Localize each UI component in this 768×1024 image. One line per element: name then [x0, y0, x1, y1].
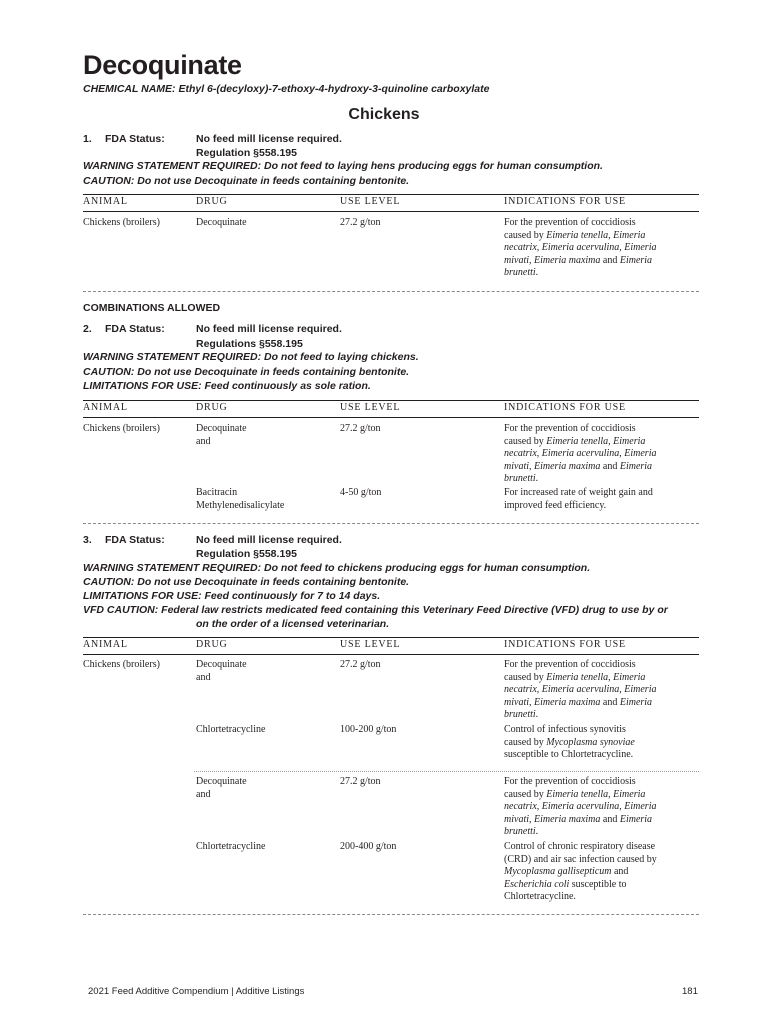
row-divider	[194, 771, 699, 772]
animal-cell: Chickens (broilers)	[83, 659, 160, 670]
use-level-cell: 27.2 g/ton	[340, 776, 381, 787]
section-divider	[83, 523, 699, 524]
section-number: 1.	[83, 133, 92, 145]
indication-line: necatrix, Eimeria acervulina, Eimeria	[504, 684, 657, 696]
header-indications: INDICATIONS FOR USE	[504, 639, 626, 650]
regulation: Regulation §558.195	[196, 548, 297, 560]
header-animal: ANIMAL	[83, 639, 128, 650]
indication-line: mivati, Eimeria maxima and Eimeria	[504, 696, 653, 708]
indication-line: necatrix, Eimeria acervulina, Eimeria	[504, 801, 657, 813]
use-level-cell: 4-50 g/ton	[340, 487, 382, 498]
table-header-rule	[83, 211, 699, 212]
indication-line: Mycoplasma gallisepticum and	[504, 866, 629, 878]
combinations-heading: COMBINATIONS ALLOWED	[83, 302, 221, 314]
drug-line: Methylenedisalicylate	[196, 499, 285, 511]
indication-line: mivati, Eimeria maxima and Eimeria	[504, 813, 653, 825]
drug-cell	[196, 776, 247, 801]
vfd-caution-statement: VFD CAUTION: Federal law restricts medicated feed containing this Veterinary Feed Directive (VFD) drug to use by or	[83, 604, 668, 616]
page-number: 181	[682, 986, 698, 997]
limitations-statement: LIMITATIONS FOR USE: Feed continuously as sole ration.	[83, 380, 371, 392]
drug-cell	[196, 487, 284, 512]
caution-statement: CAUTION: Do not use Decoquinate in feeds containing bentonite.	[83, 175, 410, 187]
fda-status-label: FDA Status:	[105, 323, 165, 335]
indication-line: For the prevention of coccidiosis	[504, 423, 636, 434]
chemical-name: CHEMICAL NAME: Ethyl 6-(decyloxy)-7-ethoxy-4-hydroxy-3-quinoline carboxylate	[83, 83, 490, 95]
table-top-rule	[83, 400, 699, 401]
indication-line: brunetti.	[504, 267, 539, 279]
indication-line: susceptible to Chlortetracycline.	[504, 749, 634, 761]
regulation: Regulation §558.195	[196, 147, 297, 159]
indication-line: Control of infectious synovitis	[504, 724, 626, 735]
drug-line: and	[196, 788, 211, 800]
drug-cell	[196, 841, 265, 854]
indication-line: For increased rate of weight gain and	[504, 487, 653, 498]
header-indications: INDICATIONS FOR USE	[504, 402, 626, 413]
indication-line: mivati, Eimeria maxima and Eimeria	[504, 254, 653, 266]
table-header-rule	[83, 417, 699, 418]
section-divider	[83, 914, 699, 915]
header-drug: DRUG	[196, 402, 228, 413]
indication-line: (CRD) and air sac infection caused by	[504, 853, 657, 865]
indications-cell	[504, 776, 699, 839]
section-divider	[83, 291, 699, 292]
drug-line: Chlortetracycline	[196, 841, 266, 852]
header-drug: DRUG	[196, 639, 228, 650]
warning-statement: WARNING STATEMENT REQUIRED: Do not feed to chickens producing eggs for human consumption.	[83, 562, 591, 574]
indications-cell	[504, 217, 699, 280]
fda-status-text: No feed mill license required.	[196, 534, 342, 546]
document-title: Decoquinate	[83, 50, 242, 80]
fda-status-label: FDA Status:	[105, 133, 165, 145]
indication-line: For the prevention of coccidiosis	[504, 217, 636, 228]
drug-cell	[196, 659, 247, 684]
section-number: 2.	[83, 323, 92, 335]
header-use-level: USE LEVEL	[340, 402, 401, 413]
header-drug: DRUG	[196, 196, 228, 207]
drug-line: Bacitracin	[196, 487, 238, 498]
animal-cell: Chickens (broilers)	[83, 423, 160, 434]
drug-line: Decoquinate	[196, 423, 247, 434]
indication-line: caused by Eimeria tenella, Eimeria	[504, 229, 646, 241]
indication-line: caused by Eimeria tenella, Eimeria	[504, 671, 646, 683]
indication-line: necatrix, Eimeria acervulina, Eimeria	[504, 242, 657, 254]
limitations-statement: LIMITATIONS FOR USE: Feed continuously for 7 to 14 days.	[83, 590, 381, 602]
drug-line: Decoquinate	[196, 659, 247, 670]
header-animal: ANIMAL	[83, 402, 128, 413]
drug-line: and	[196, 671, 211, 683]
fda-status-text: No feed mill license required.	[196, 323, 342, 335]
indications-cell	[504, 841, 699, 904]
indication-line: improved feed efficiency.	[504, 499, 607, 511]
drug-line: Chlortetracycline	[196, 724, 266, 735]
regulation: Regulations §558.195	[196, 338, 303, 350]
animal-cell: Chickens (broilers)	[83, 217, 160, 228]
indication-line: brunetti.	[504, 826, 539, 838]
indications-cell	[504, 724, 699, 762]
warning-statement: WARNING STATEMENT REQUIRED: Do not feed to laying hens producing eggs for human consumption.	[83, 160, 603, 172]
section-number: 3.	[83, 534, 92, 546]
indication-line: caused by Mycoplasma synoviae	[504, 736, 635, 748]
drug-line: Decoquinate	[196, 776, 247, 787]
drug-cell	[196, 423, 247, 448]
use-level-cell: 27.2 g/ton	[340, 423, 381, 434]
table-top-rule	[83, 194, 699, 195]
indication-line: brunetti.	[504, 473, 539, 485]
warning-statement: WARNING STATEMENT REQUIRED: Do not feed to laying chickens.	[83, 351, 419, 363]
species-heading: Chickens	[348, 106, 420, 123]
caution-statement: CAUTION: Do not use Decoquinate in feeds containing bentonite.	[83, 366, 410, 378]
use-level-cell: 27.2 g/ton	[340, 217, 381, 228]
drug-line: and	[196, 435, 211, 447]
footer-publication: 2021 Feed Additive Compendium | Additive Listings	[88, 986, 305, 997]
use-level-cell: 200-400 g/ton	[340, 841, 397, 852]
vfd-caution-continued: on the order of a licensed veterinarian.	[196, 618, 390, 630]
indication-line: caused by Eimeria tenella, Eimeria	[504, 435, 646, 447]
drug-cell: Decoquinate	[196, 217, 247, 228]
drug-cell	[196, 724, 265, 737]
table-top-rule	[83, 637, 699, 638]
caution-statement: CAUTION: Do not use Decoquinate in feeds containing bentonite.	[83, 576, 410, 588]
header-use-level: USE LEVEL	[340, 639, 401, 650]
indication-line: Control of chronic respiratory disease	[504, 841, 656, 852]
header-indications: INDICATIONS FOR USE	[504, 196, 626, 207]
indication-line: necatrix, Eimeria acervulina, Eimeria	[504, 448, 657, 460]
fda-status-text: No feed mill license required.	[196, 133, 342, 145]
use-level-cell: 100-200 g/ton	[340, 724, 397, 735]
indication-line: Escherichia coli susceptible to	[504, 878, 627, 890]
table-header-rule	[83, 654, 699, 655]
indication-line: For the prevention of coccidiosis	[504, 659, 636, 670]
indication-line: Chlortetracycline.	[504, 891, 576, 903]
indications-cell	[504, 487, 699, 512]
header-animal: ANIMAL	[83, 196, 128, 207]
use-level-cell: 27.2 g/ton	[340, 659, 381, 670]
indication-line: For the prevention of coccidiosis	[504, 776, 636, 787]
indication-line: mivati, Eimeria maxima and Eimeria	[504, 460, 653, 472]
header-use-level: USE LEVEL	[340, 196, 401, 207]
fda-status-label: FDA Status:	[105, 534, 165, 546]
indications-cell	[504, 423, 699, 486]
indication-line: brunetti.	[504, 709, 539, 721]
indications-cell	[504, 659, 699, 722]
indication-line: caused by Eimeria tenella, Eimeria	[504, 788, 646, 800]
